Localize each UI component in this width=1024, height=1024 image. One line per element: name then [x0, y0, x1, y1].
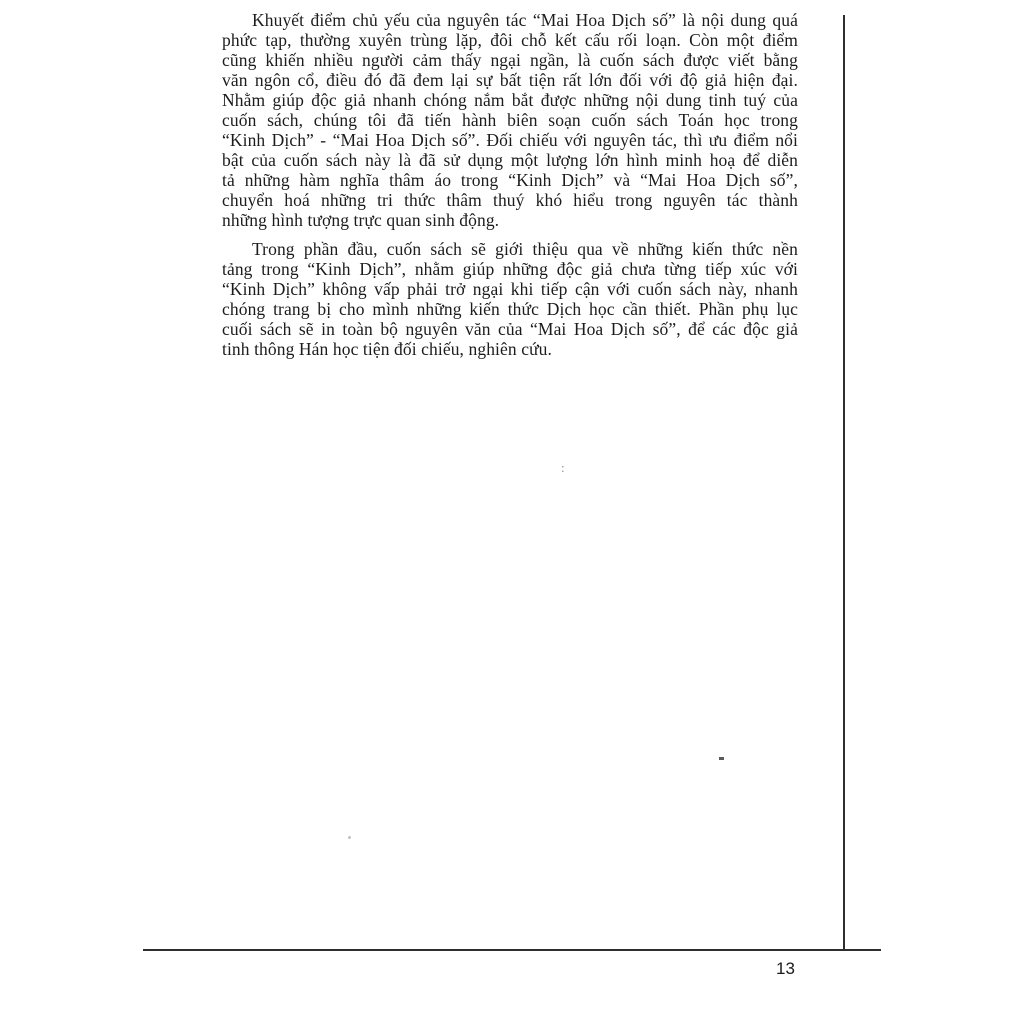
page-number: 13	[776, 959, 795, 978]
text-line: cuối sách sẽ in toàn bộ nguyên văn của “Mai Hoa Dịch số”, để các độc giả	[222, 319, 798, 339]
text-line: văn ngôn cổ, điều đó đã đem lại sự bất tiện rất lớn đối với độ giả hiện đại.	[222, 70, 798, 90]
text-line: “Kinh Dịch” - “Mai Hoa Dịch số”. Đối chiếu với nguyên tác, thì ưu điểm nổi	[222, 130, 798, 150]
text-line: những hình tượng trực quan sinh động.	[222, 210, 500, 230]
text-line: cuốn sách, chúng tôi đã tiến hành biên soạn cuốn sách Toán học trong	[222, 110, 798, 130]
text-line: bật của cuốn sách này là đã sử dụng một lượng lớn hình minh hoạ để diễn	[222, 150, 798, 170]
paragraph-2	[222, 239, 798, 359]
text-line: tảng trong “Kinh Dịch”, nhằm giúp những độc giả chưa từng tiếp xúc với	[222, 259, 798, 279]
text-line: Trong phần đầu, cuốn sách sẽ giới thiệu qua về những kiến thức nền	[252, 239, 798, 259]
scan-speck-colon: :	[561, 460, 565, 475]
scan-speck	[348, 836, 351, 839]
page-margin-vertical-rule	[843, 15, 845, 950]
text-line: cũng khiến nhiều người cảm thấy ngại ngần, là cuốn sách được viết bằng	[222, 50, 798, 70]
text-line: Nhằm giúp độc giả nhanh chóng nắm bắt được những nội dung tinh tuý của	[222, 90, 798, 110]
text-line: chuyển hoá những tri thức thâm thuý khó hiểu trong nguyên tác thành	[222, 190, 798, 210]
footer-horizontal-rule	[143, 949, 881, 951]
text-line: Khuyết điểm chủ yếu của nguyên tác “Mai Hoa Dịch số” là nội dung quá	[252, 10, 798, 30]
body-text	[222, 10, 798, 359]
text-line: “Kinh Dịch” không vấp phải trở ngại khi tiếp cận với cuốn sách này, nhanh	[222, 279, 798, 299]
paragraph-1	[222, 10, 798, 230]
text-line: tả những hàm nghĩa thâm áo trong “Kinh Dịch” và “Mai Hoa Dịch số”,	[222, 170, 798, 190]
text-line: tinh thông Hán học tiện đối chiếu, nghiên cứu.	[222, 339, 552, 359]
text-line: phức tạp, thường xuyên trùng lặp, đôi chỗ kết cấu rối loạn. Còn một điểm	[222, 30, 798, 50]
scan-speck	[719, 757, 724, 760]
text-line: chóng trang bị cho mình những kiến thức Dịch học cần thiết. Phần phụ lục	[222, 299, 798, 319]
